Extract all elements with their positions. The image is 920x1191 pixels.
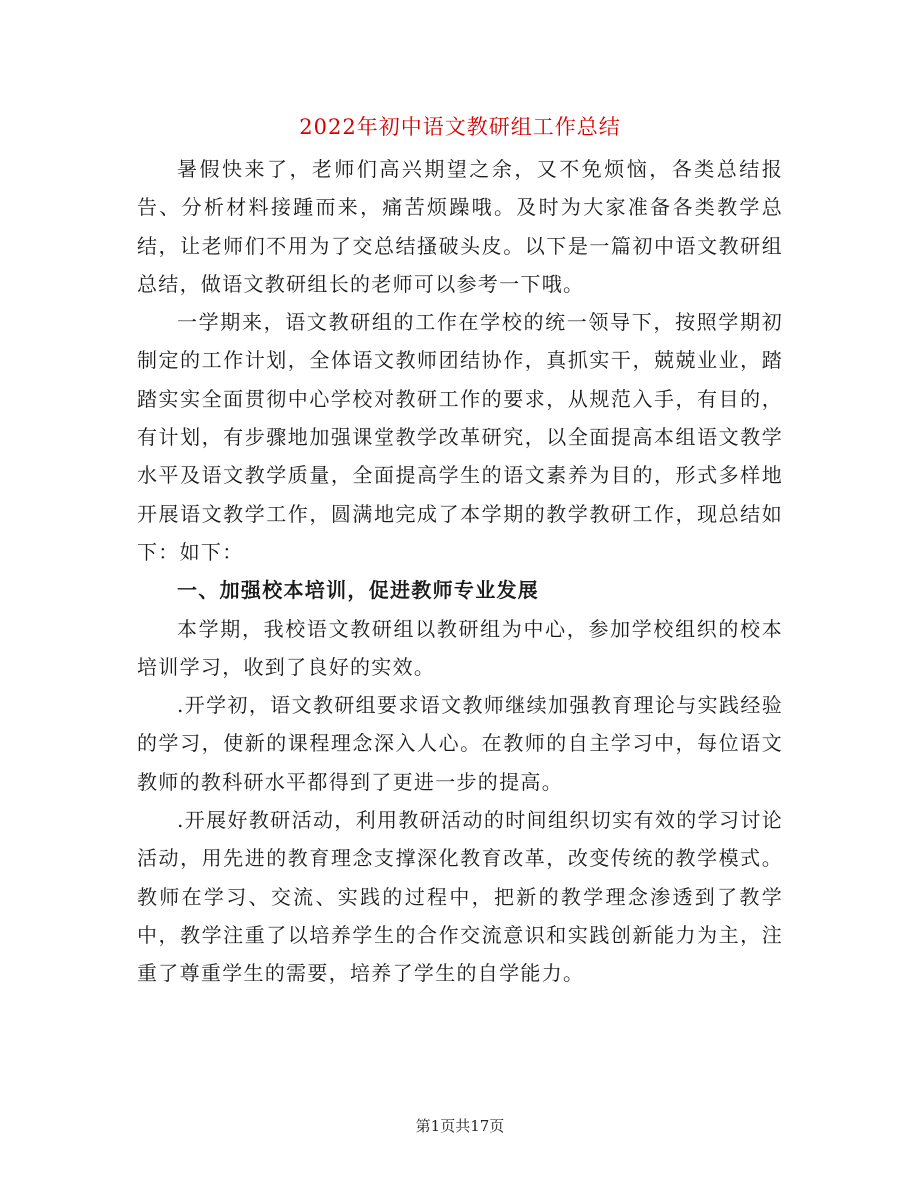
section-heading: 一、加强校本培训，促进教师专业发展: [177, 578, 540, 603]
summary-paragraph: 一学期来，语文教研组的工作在学校的统一领导下，按照学期初制定的工作计划，全体语文教师团结协作，真抓实干，兢兢业业，踏踏实实全面贯彻中心学校对教研工作的要求，从规范入手，有目的，有计划，有步骤地加强课堂教学改革研究，以全面提高本组语文教学水平及语文教学质量，全面提高学生的语文素养为目的，形式多样地开展语文教学工作，圆满地完成了本学期的教学教研工作，现总结如下：如下：: [137, 310, 783, 564]
intro-paragraph: 暑假快来了，老师们高兴期望之余，又不免烦恼，各类总结报告、分析材料接踵而来，痛苦烦躁哦。及时为大家准备各类教学总结，让老师们不用为了交总结搔破头皮。以下是一篇初中语文教研组总结，做语文教研组长的老师可以参考一下哦。: [137, 157, 783, 296]
activity-paragraph: .开展好教研活动，利用教研活动的时间组织切实有效的学习讨论活动，用先进的教育理念支撑深化教育改革，改变传统的教学模式。教师在学习、交流、实践的过程中，把新的教学理念渗透到了教学中，教学注重了以培养学生的合作交流意识和实践创新能力为主，注重了尊重学生的需要，培养了学生的自学能力。: [137, 808, 783, 986]
document-body: [137, 150, 783, 993]
study-paragraph: .开学初，语文教研组要求语文教师继续加强教育理论与实践经验的学习，使新的课程理念深入人心。在教师的自主学习中，每位语文教师的教科研水平都得到了更进一步的提高。: [137, 693, 783, 794]
page-number: 第1页共17页: [415, 1117, 505, 1135]
document-title: 2022年初中语文教研组工作总结: [299, 115, 621, 139]
training-paragraph: 本学期，我校语文教研组以教研组为中心，参加学校组织的校本培训学习，收到了良好的实效。: [137, 616, 783, 679]
